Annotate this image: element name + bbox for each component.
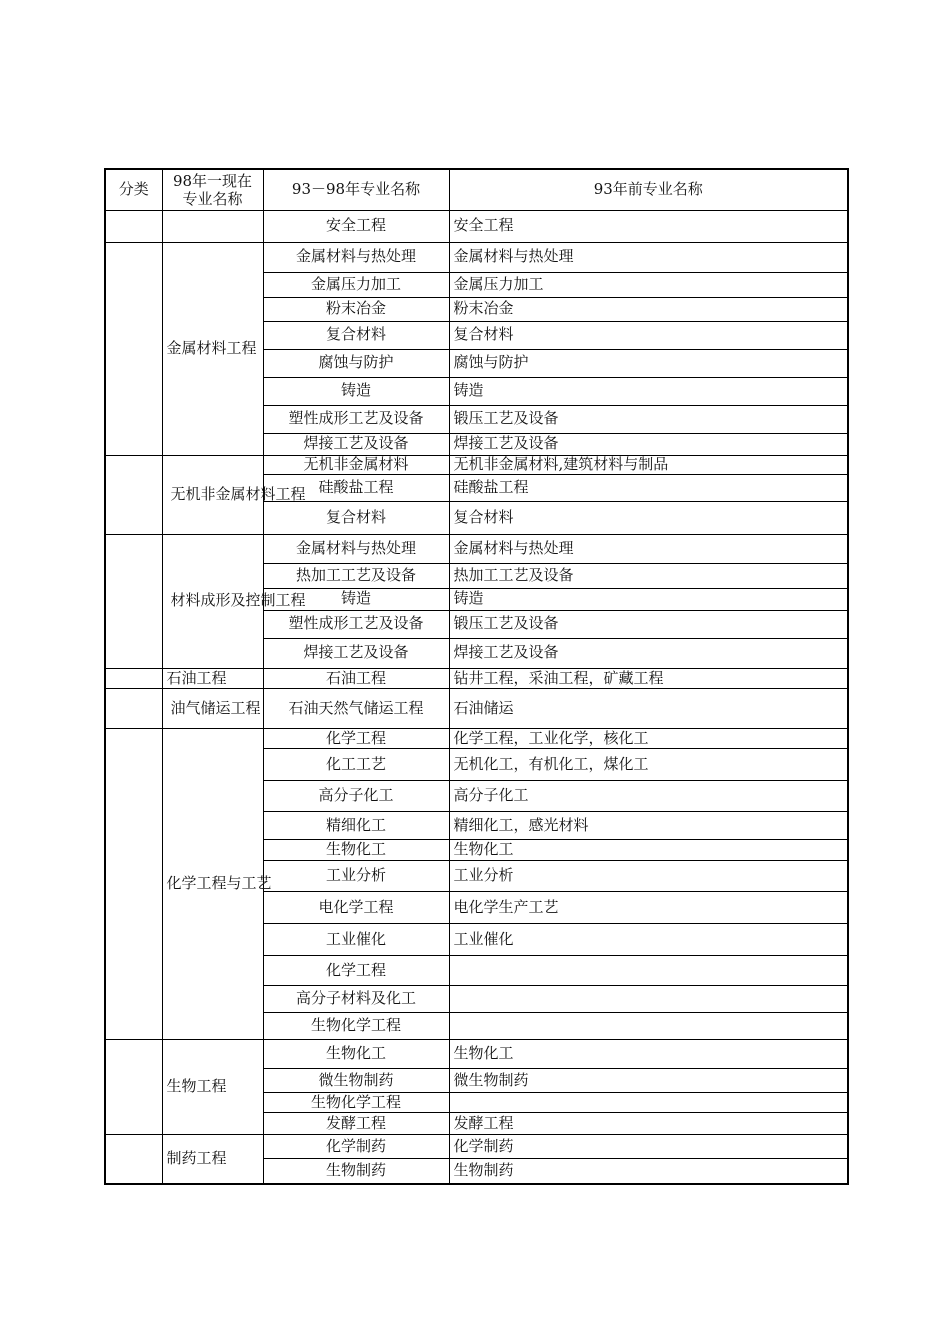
header-current-major: 98年一现在 专业名称 (162, 169, 263, 210)
old-major-cell: 无机化工，有机化工，煤化工 (449, 749, 848, 781)
table-row (105, 534, 848, 563)
mid-major-cell: 工业催化 (263, 924, 449, 956)
table-row (105, 668, 848, 689)
table-row (105, 455, 848, 474)
mid-major-cell: 生物化学工程 (263, 1013, 449, 1040)
mid-major-cell: 复合材料 (263, 321, 449, 349)
old-major-cell (449, 1013, 848, 1040)
old-major-cell: 锻压工艺及设备 (449, 405, 848, 433)
table-row (105, 242, 848, 272)
mid-major-cell: 石油天然气储运工程 (263, 689, 449, 729)
old-major-cell: 金属材料与热处理 (449, 242, 848, 272)
mid-major-cell: 粉末冶金 (263, 297, 449, 321)
mid-major-cell: 精细化工 (263, 812, 449, 840)
group-oil-gas-storage: 油气储运工程 (162, 689, 263, 729)
table-row (105, 689, 848, 729)
header-row (105, 169, 848, 210)
mid-major-cell: 高分子化工 (263, 781, 449, 812)
mid-major-cell: 硅酸盐工程 (263, 474, 449, 501)
category-cell (105, 729, 162, 1040)
group-petroleum: 石油工程 (162, 668, 263, 689)
old-major-cell: 工业分析 (449, 861, 848, 892)
table-row (105, 210, 848, 242)
mid-major-cell: 铸造 (263, 588, 449, 610)
mid-major-cell: 电化学工程 (263, 892, 449, 924)
category-cell (105, 455, 162, 534)
old-major-cell: 复合材料 (449, 501, 848, 534)
group-bioengineering: 生物工程 (162, 1040, 263, 1135)
old-major-cell: 铸造 (449, 377, 848, 405)
old-major-cell: 工业催化 (449, 924, 848, 956)
header-pre93-major: 93年前专业名称 (449, 169, 848, 210)
mid-major-cell: 化工工艺 (263, 749, 449, 781)
old-major-cell: 电化学生产工艺 (449, 892, 848, 924)
old-major-cell: 粉末冶金 (449, 297, 848, 321)
mid-major-cell: 微生物制药 (263, 1069, 449, 1093)
mid-major-cell: 生物化学工程 (263, 1093, 449, 1113)
mid-major-cell: 生物制药 (263, 1159, 449, 1184)
mid-major-cell: 复合材料 (263, 501, 449, 534)
mid-major-cell: 热加工工艺及设备 (263, 563, 449, 588)
old-major-cell: 金属材料与热处理 (449, 534, 848, 563)
current-major-cell (162, 210, 263, 242)
category-cell (105, 689, 162, 729)
category-cell (105, 534, 162, 668)
header-93-98-major: 93－98年专业名称 (263, 169, 449, 210)
group-chemical-engineering: 化学工程与工艺 (162, 729, 263, 1040)
group-pharmaceutical: 制药工程 (162, 1135, 263, 1184)
mid-major-cell: 无机非金属材料 (263, 455, 449, 474)
mid-major-cell: 石油工程 (263, 668, 449, 689)
mid-major-cell: 腐蚀与防护 (263, 349, 449, 377)
old-major-cell: 安全工程 (449, 210, 848, 242)
table-row (105, 1040, 848, 1069)
mid-major-cell: 化学工程 (263, 729, 449, 749)
mid-major-cell: 金属材料与热处理 (263, 242, 449, 272)
old-major-cell (449, 986, 848, 1013)
mid-major-cell: 化学工程 (263, 956, 449, 986)
mid-major-cell: 铸造 (263, 377, 449, 405)
category-cell (105, 1040, 162, 1135)
mid-major-cell: 焊接工艺及设备 (263, 433, 449, 455)
mid-major-cell: 塑性成形工艺及设备 (263, 405, 449, 433)
old-major-cell: 铸造 (449, 588, 848, 610)
old-major-cell: 精细化工，感光材料 (449, 812, 848, 840)
old-major-cell: 石油储运 (449, 689, 848, 729)
mid-major-cell: 焊接工艺及设备 (263, 638, 449, 668)
old-major-cell: 生物制药 (449, 1159, 848, 1184)
old-major-cell: 高分子化工 (449, 781, 848, 812)
table-row (105, 1135, 848, 1159)
category-cell (105, 210, 162, 242)
group-inorganic-materials: 无机非金属材料工程 (162, 455, 263, 534)
old-major-cell (449, 956, 848, 986)
old-major-cell: 微生物制药 (449, 1069, 848, 1093)
old-major-cell: 无机非金属材料,建筑材料与制品 (449, 455, 848, 474)
old-major-cell: 热加工工艺及设备 (449, 563, 848, 588)
old-major-cell: 生物化工 (449, 1040, 848, 1069)
mid-major-cell: 金属材料与热处理 (263, 534, 449, 563)
header-category: 分类 (105, 169, 162, 210)
old-major-cell: 发酵工程 (449, 1113, 848, 1135)
mid-major-cell: 工业分析 (263, 861, 449, 892)
group-forming-control: 材料成形及控制工程 (162, 534, 263, 668)
mid-major-cell: 金属压力加工 (263, 272, 449, 297)
category-cell (105, 242, 162, 455)
group-metal-materials: 金属材料工程 (162, 242, 263, 455)
old-major-cell: 焊接工艺及设备 (449, 638, 848, 668)
mid-major-cell: 高分子材料及化工 (263, 986, 449, 1013)
category-cell (105, 668, 162, 689)
old-major-cell: 硅酸盐工程 (449, 474, 848, 501)
mid-major-cell: 发酵工程 (263, 1113, 449, 1135)
old-major-cell: 生物化工 (449, 840, 848, 861)
table-row (105, 729, 848, 749)
category-cell (105, 1135, 162, 1184)
old-major-cell: 化学制药 (449, 1135, 848, 1159)
old-major-cell (449, 1093, 848, 1113)
old-major-cell: 金属压力加工 (449, 272, 848, 297)
old-major-cell: 复合材料 (449, 321, 848, 349)
old-major-cell: 焊接工艺及设备 (449, 433, 848, 455)
mid-major-cell: 生物化工 (263, 840, 449, 861)
old-major-cell: 钻井工程，采油工程，矿藏工程 (449, 668, 848, 689)
mid-major-cell: 生物化工 (263, 1040, 449, 1069)
old-major-cell: 锻压工艺及设备 (449, 610, 848, 638)
mid-major-cell: 塑性成形工艺及设备 (263, 610, 449, 638)
old-major-cell: 腐蚀与防护 (449, 349, 848, 377)
old-major-cell: 化学工程，工业化学，核化工 (449, 729, 848, 749)
majors-table (104, 168, 849, 1185)
mid-major-cell: 化学制药 (263, 1135, 449, 1159)
mid-major-cell: 安全工程 (263, 210, 449, 242)
